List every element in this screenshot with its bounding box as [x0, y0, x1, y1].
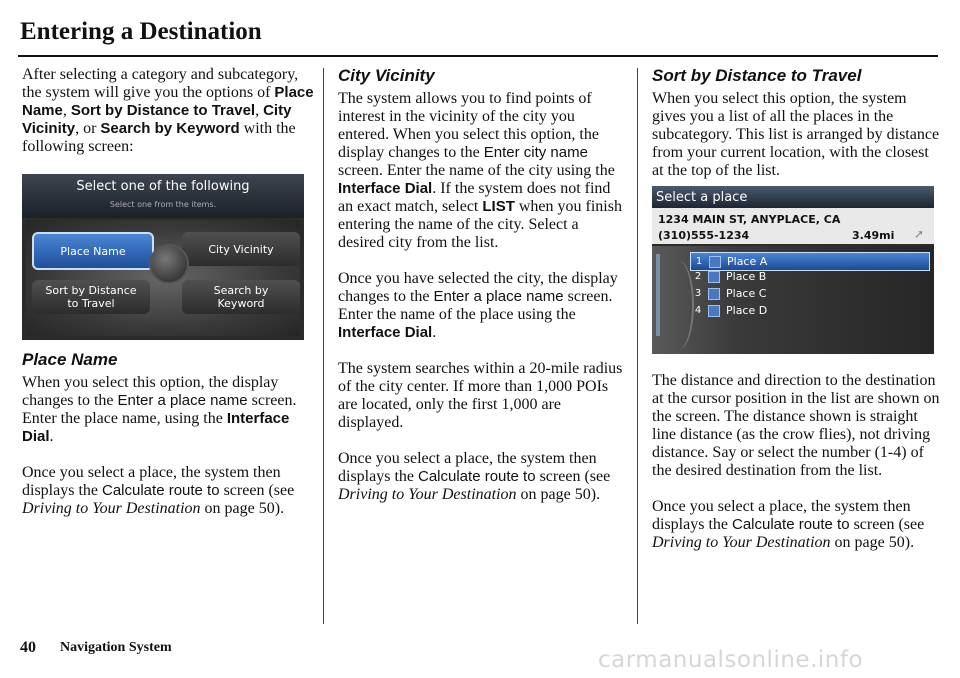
- paragraph: Once you select a place, the system then displays the Calculate route to screen (see Driving to Your Destination on page 50).: [338, 450, 611, 503]
- separator: , or: [75, 120, 101, 137]
- column-divider: [637, 68, 638, 624]
- sort-by-distance-button[interactable]: [32, 280, 150, 314]
- watermark: carmanualsonline.info: [598, 647, 864, 673]
- options-panel: [26, 220, 300, 336]
- button-label: Place Name: [60, 244, 126, 258]
- direction-arrow-icon: ➚: [914, 227, 925, 241]
- screen-title: Select one of the following: [76, 179, 250, 194]
- ui-term: Enter a place name: [433, 288, 564, 305]
- cross-reference-link[interactable]: Driving to Your Destination: [652, 534, 831, 551]
- button-label: Sort by Distance to Travel: [45, 284, 137, 310]
- city-vicinity-button[interactable]: [182, 232, 300, 266]
- section-heading-city-vicinity: City Vicinity: [338, 66, 435, 85]
- option-place-name: Place Name: [22, 84, 314, 119]
- ui-term: Interface Dial: [338, 180, 433, 197]
- screen-title-bar: [22, 174, 304, 218]
- option-city-vicinity: City Vicinity: [22, 102, 292, 137]
- paragraph: The system allows you to find points of interest in the vicinity of the city you entered. When you select this option, the display changes to the Enter city name screen. Enter the name of the city using the Interface Dial. If the system does not find an exact match, select LIST when you finish entering the name of the city. Select a desired city from the list.: [338, 90, 622, 251]
- column-2: [338, 66, 626, 522]
- title-rule: [18, 55, 938, 57]
- column-divider: [323, 68, 324, 624]
- screen-subtitle: Select one from the items.: [109, 200, 217, 209]
- intro-text: After selecting a category and subcategory, the system will give you the options of: [22, 66, 299, 101]
- paragraph: When you select this option, the display changes to the Enter a place name screen. Enter the place name, using the Interface Dial.: [22, 374, 297, 445]
- page-number: 40: [20, 639, 36, 656]
- paragraph: Once you have selected the city, the display changes to the Enter a place name screen. Enter the name of the place using the Interface Dial.: [338, 270, 618, 341]
- place-info-panel: [652, 208, 934, 244]
- ui-term: Calculate route to: [102, 482, 220, 499]
- intro-text: with the following screen:: [22, 120, 296, 155]
- cross-reference-link[interactable]: Driving to Your Destination: [338, 486, 517, 503]
- ui-term: Calculate route to: [418, 468, 536, 485]
- paragraph: The system searches within a 20-mile radius of the city center. If more than 1,000 POIs are located, only the first 1,000 are displayed.: [338, 360, 623, 431]
- poi-icon: [708, 288, 720, 300]
- ui-term: Interface Dial: [22, 410, 290, 445]
- list-item[interactable]: 3 Place C: [694, 287, 767, 300]
- section-heading-sort-by-distance: Sort by Distance to Travel: [652, 66, 862, 85]
- column-1: [22, 66, 314, 536]
- option-search-keyword: Search by Keyword: [100, 120, 240, 137]
- paragraph: When you select this option, the system gives you a list of all the places in the subcategory. This list is arranged by distance from your current location, with the closest at the top of the list.: [652, 90, 940, 179]
- footer-label: Navigation System: [60, 640, 172, 655]
- button-label: City Vicinity: [208, 242, 274, 256]
- list-item[interactable]: 1 Place A: [690, 252, 930, 271]
- screen-title: Select a place: [656, 190, 748, 205]
- poi-icon: [709, 256, 721, 268]
- ui-term: Enter a place name: [117, 392, 248, 409]
- ui-term: LIST: [482, 198, 515, 215]
- column-3: [652, 66, 942, 570]
- screen-title-bar: [652, 186, 934, 208]
- place-address: 1234 MAIN ST, ANYPLACE, CA: [658, 213, 841, 226]
- separator: ,: [255, 102, 264, 119]
- poi-icon: [708, 271, 720, 283]
- section-heading-place-name: Place Name: [22, 350, 118, 369]
- interface-dial-icon: [149, 244, 189, 284]
- cross-reference-link[interactable]: Driving to Your Destination: [22, 500, 201, 517]
- option-sort-distance: Sort by Distance to Travel: [70, 102, 256, 119]
- ui-term: Calculate route to: [732, 516, 850, 533]
- search-by-keyword-button[interactable]: [182, 280, 300, 314]
- button-label: Search by Keyword: [213, 284, 269, 310]
- select-place-screenshot: [652, 186, 934, 354]
- list-scrollbar[interactable]: [656, 254, 660, 336]
- separator: ,: [62, 102, 71, 119]
- poi-icon: [708, 305, 720, 317]
- intro-paragraph: [22, 66, 314, 156]
- list-item[interactable]: 4 Place D: [694, 304, 768, 317]
- place-list: [652, 246, 934, 354]
- page-title: Entering a Destination: [20, 18, 262, 45]
- paragraph: Once you select a place, the system then displays the Calculate route to screen (see Driving to Your Destination on page 50).: [22, 464, 295, 517]
- list-item[interactable]: 2 Place B: [694, 270, 767, 283]
- place-distance: 3.49mi: [852, 229, 895, 242]
- select-option-screenshot: [22, 174, 304, 340]
- place-phone: (310)555-1234: [658, 229, 750, 242]
- ui-term: Interface Dial: [338, 324, 433, 341]
- place-name-button[interactable]: [32, 232, 154, 270]
- paragraph: The distance and direction to the destination at the cursor position in the list are shown on the screen. The distance shown is straight line distance (as the crow flies), not driving distance. Say or select the number (1-4) of the desired destination from the list.: [652, 372, 940, 479]
- ui-term: Enter city name: [483, 144, 588, 161]
- paragraph: Once you select a place, the system then displays the Calculate route to screen (see Driving to Your Destination on page 50).: [652, 498, 925, 551]
